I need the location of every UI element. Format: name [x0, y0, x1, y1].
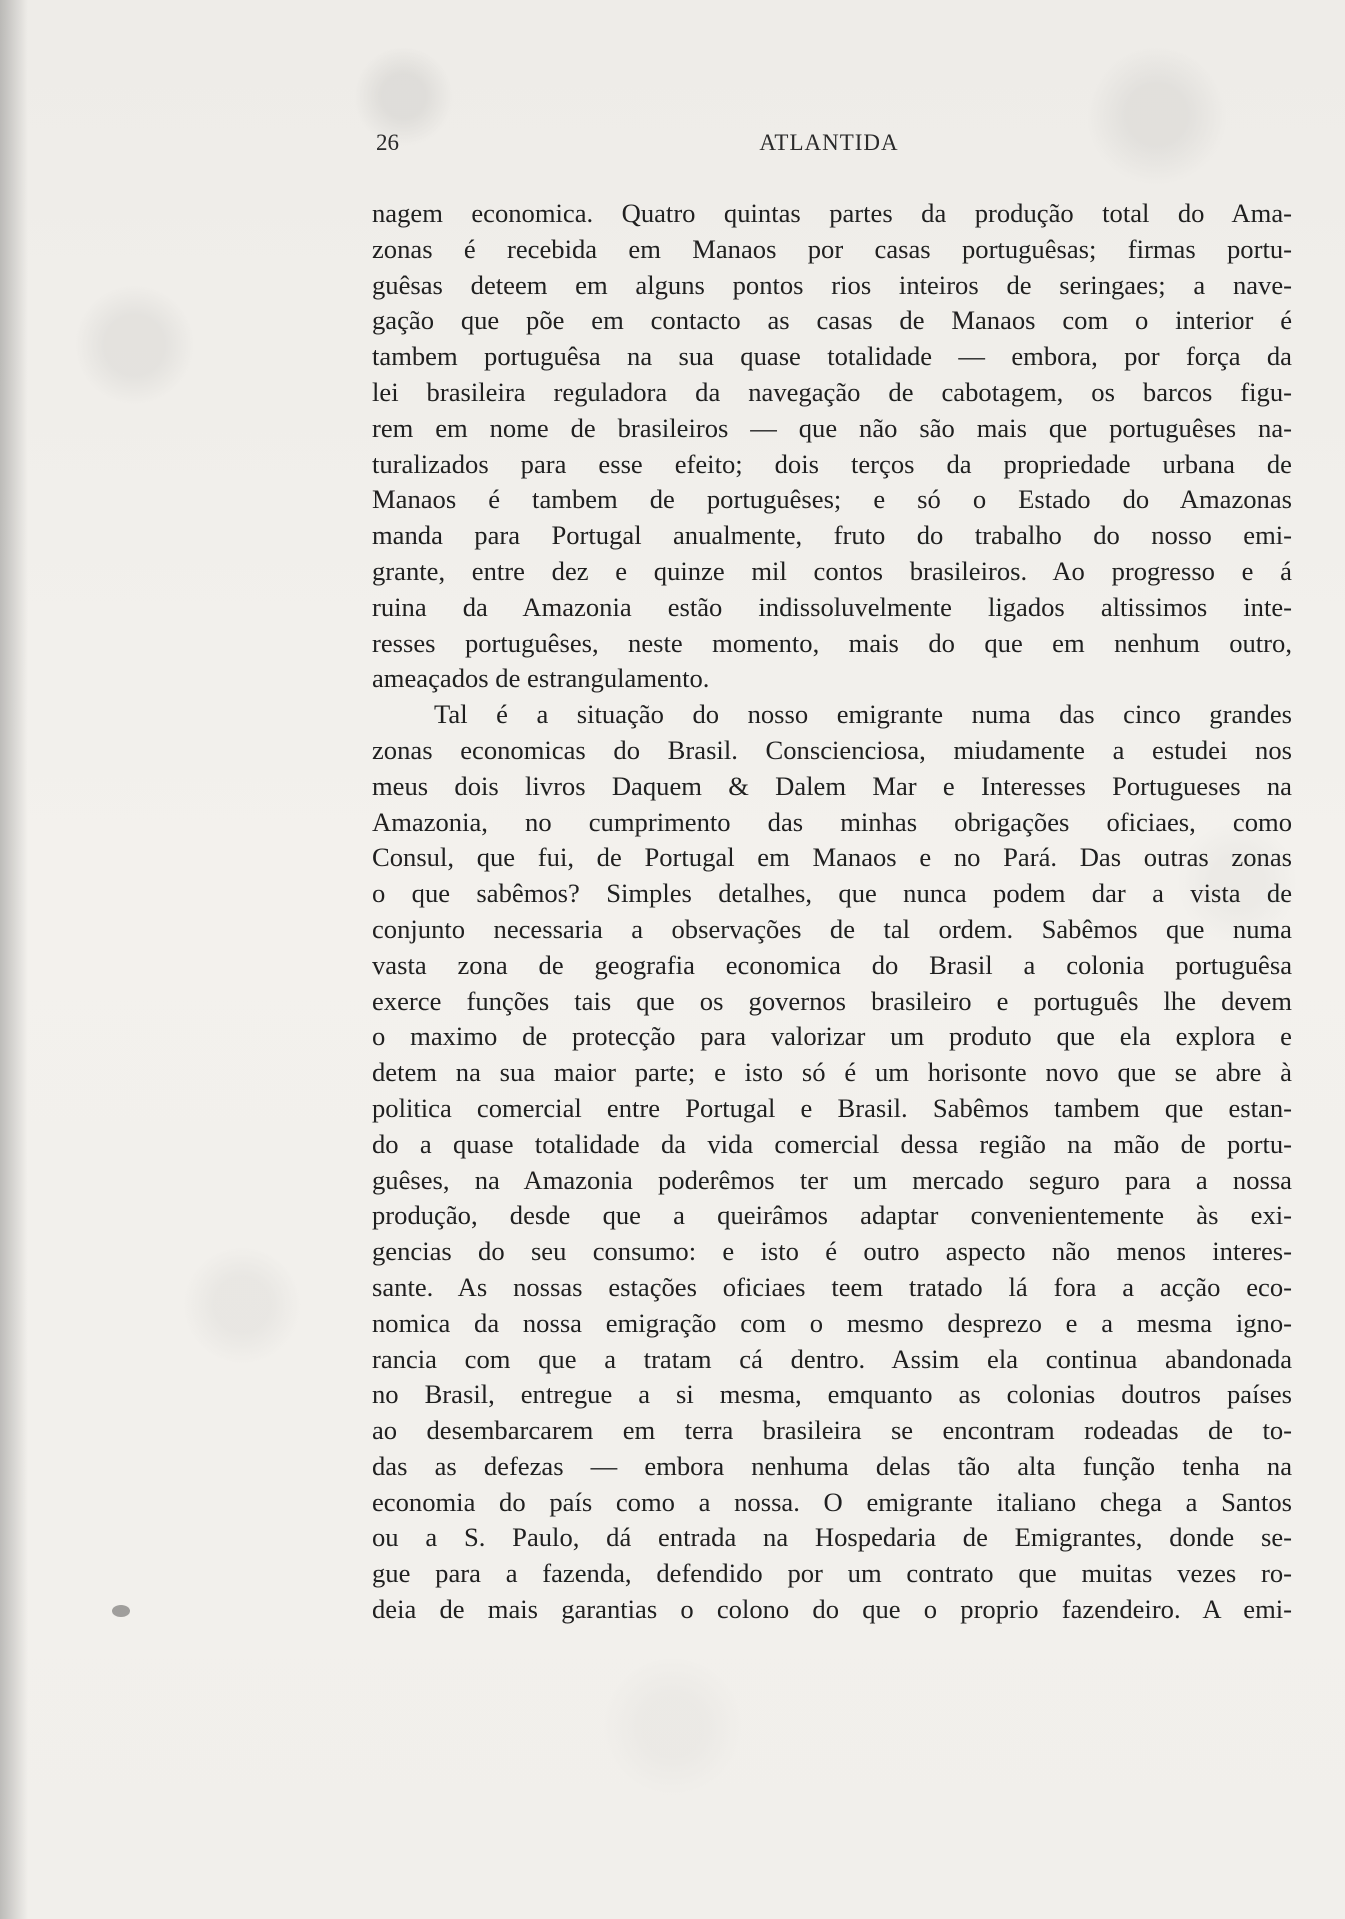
page-number: 26 — [376, 130, 399, 155]
text-line: ou a S. Paulo, dá entrada na Hospedaria de Emigrantes, donde se- — [372, 1522, 1292, 1553]
text-line: meus dois livros Daquem & Dalem Mar e Interesses Portugueses na — [372, 770, 1292, 801]
text-line: Tal é a situação do nosso emigrante numa das cinco grandes — [434, 699, 1292, 730]
text-line: rem em nome de brasileiros — que não são mais que portuguêses na- — [372, 412, 1292, 443]
text-line: Consul, que fui, de Portugal em Manaos e no Pará. Das outras zonas — [372, 842, 1292, 873]
text-line: politica comercial entre Portugal e Brasil. Sabêmos tambem que estan- — [372, 1092, 1292, 1123]
text-line: resses portuguêses, neste momento, mais do que em nenhum outro, — [372, 627, 1292, 658]
running-title: ATLANTIDA — [759, 130, 899, 155]
text-line: guêses, na Amazonia poderêmos ter um mercado seguro para a nossa — [372, 1164, 1292, 1195]
text-line: vasta zona de geografia economica do Brasil a colonia portuguêsa — [372, 949, 1292, 980]
body-text — [372, 196, 1292, 1628]
text-line: ruina da Amazonia estão indissoluvelmente ligados altissimos inte- — [372, 591, 1292, 622]
text-line: deia de mais garantias o colono do que o proprio fazendeiro. A emi- — [372, 1594, 1292, 1625]
text-line: tambem portuguêsa na sua quase totalidade — embora, por força da — [372, 341, 1292, 372]
text-line: nagem economica. Quatro quintas partes da produção total do Ama- — [372, 198, 1292, 228]
text-line: manda para Portugal anualmente, fruto do trabalho do nosso emi- — [372, 520, 1292, 551]
text-line: detem na sua maior parte; e isto só é um horisonte novo que se abre à — [372, 1057, 1292, 1088]
text-line: lei brasileira reguladora da navegação de cabotagem, os barcos figu- — [372, 376, 1292, 407]
text-line: grante, entre dez e quinze mil contos brasileiros. Ao progresso e á — [372, 555, 1292, 586]
text-line: Amazonia, no cumprimento das minhas obrigações oficiaes, como — [372, 806, 1292, 837]
text-line: guêsas deteem em alguns pontos rios inteiros de seringaes; a nave- — [372, 269, 1292, 300]
text-line: o maximo de protecção para valorizar um produto que ela explora e — [372, 1021, 1292, 1052]
text-line: gencias do seu consumo: e isto é outro aspecto não menos interes- — [372, 1236, 1292, 1267]
text-line: turalizados para esse efeito; dois terços da propriedade urbana de — [372, 448, 1292, 479]
text-line: nomica da nossa emigração com o mesmo desprezo e a mesma igno- — [372, 1307, 1292, 1338]
text-line: exerce funções tais que os governos brasileiro e português lhe devem — [372, 985, 1292, 1016]
page-header — [376, 126, 1282, 160]
text-line: Manaos é tambem de portuguêses; e só o Estado do Amazonas — [372, 484, 1292, 515]
text-line: o que sabêmos? Simples detalhes, que nunca podem dar a vista de — [372, 878, 1292, 909]
text-line: economia do país como a nossa. O emigrante italiano chega a Santos — [372, 1486, 1292, 1517]
text-line: das as defezas — embora nenhuma delas tão alta função tenha na — [372, 1450, 1292, 1481]
text-line: zonas economicas do Brasil. Conscienciosa, miudamente a estudei nos — [372, 734, 1292, 765]
page-edge-shadow — [0, 0, 28, 1919]
text-line: sante. As nossas estações oficiaes teem tratado lá fora a acção eco- — [372, 1271, 1292, 1302]
text-line: conjunto necessaria a observações de tal ordem. Sabêmos que numa — [372, 913, 1292, 944]
text-line: gue para a fazenda, defendido por um contrato que muitas vezes ro- — [372, 1558, 1292, 1589]
ink-speck — [112, 1605, 130, 1617]
text-line: ameaçados de estrangulamento. — [372, 663, 710, 694]
text-line: gação que põe em contacto as casas de Manaos com o interior é — [372, 305, 1292, 336]
text-line: do a quase totalidade da vida comercial dessa região na mão de portu- — [372, 1128, 1292, 1159]
text-line: no Brasil, entregue a si mesma, emquanto as colonias doutros países — [372, 1379, 1292, 1410]
text-line: ao desembarcarem em terra brasileira se encontram rodeadas de to- — [372, 1415, 1292, 1446]
text-line: zonas é recebida em Manaos por casas portuguêsas; firmas portu- — [372, 233, 1292, 264]
text-line: rancia com que a tratam cá dentro. Assim ela continua abandonada — [372, 1343, 1292, 1374]
text-line: produção, desde que a queirâmos adaptar convenientemente às exi- — [372, 1200, 1292, 1231]
